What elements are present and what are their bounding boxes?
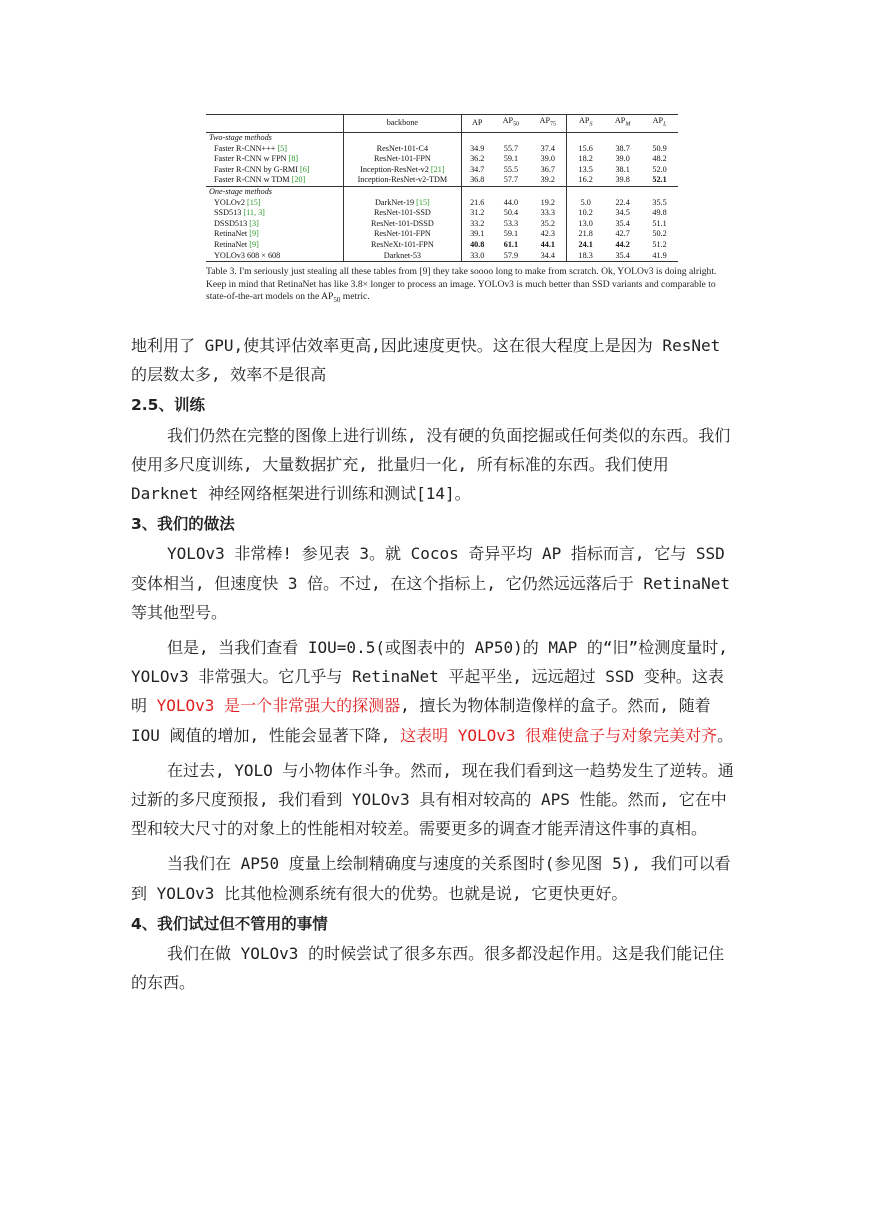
value-cell-apl: 41.9 <box>641 251 678 262</box>
group-label: One-stage methods <box>206 186 343 197</box>
value-cell-aps: 18.2 <box>567 154 604 165</box>
value-cell-ap: 31.2 <box>462 208 493 219</box>
table-row <box>206 219 678 230</box>
value-cell-apm: 38.7 <box>615 143 630 153</box>
backbone-cell: Inception-ResNet-v2 [21] <box>343 165 461 176</box>
text-span: 。 <box>717 725 734 745</box>
paragraph: YOLOv3 非常棒! 参见表 3。就 Cocos 奇异平均 AP 指标而言, 它与 SSD 变体相当, 但速度快 3 倍。不过, 在这个指标上, 它仍然远远落后于 RetinaNet 等其他型号。 <box>131 544 731 622</box>
citation-link: [11, 3] <box>243 208 265 218</box>
backbone-cell: DarkNet-19 [15] <box>343 198 461 209</box>
empty-cell <box>343 186 461 197</box>
citation-link: [21] <box>430 164 445 174</box>
paragraph: 我们仍然在完整的图像上进行训练, 没有硬的负面挖掘或任何类似的东西。我们使用多尺度训练, 大量数据扩充, 批量归一化, 所有标准的东西。我们使用 Darknet 神经网络框架进行训练和测试[14]。 <box>131 425 731 504</box>
value-cell-ap50: 55.7 <box>503 143 519 153</box>
method-cell: DSSD513 [3] <box>214 218 259 228</box>
method-cell: RetinaNet [9] <box>214 229 259 239</box>
value-cell-ap: 36.2 <box>462 154 493 165</box>
backbone-cell: ResNeXt-101-FPN <box>343 240 461 251</box>
table-row <box>206 154 678 165</box>
value-cell-apl: 48.2 <box>652 154 667 164</box>
value-cell-aps: 18.3 <box>567 251 604 262</box>
empty-cell <box>567 186 604 197</box>
table-row <box>206 229 678 240</box>
backbone-cell: ResNet-101-DSSD <box>343 219 461 230</box>
value-cell-aps: 21.8 <box>567 229 604 240</box>
empty-cell <box>604 186 641 197</box>
paragraph: 在过去, YOLO 与小物体作斗争。然而, 现在我们看到这一趋势发生了逆转。通过新的多尺度预报, 我们看到 YOLOv3 具有相对较高的 APS 性能。然而, 它在中型和较大尺寸的对象上的性能相对较差。需要更多的调查才能弄清这件事的真相。 <box>131 760 734 839</box>
backbone-cell: Inception-ResNet-v2-TDM <box>343 175 461 186</box>
value-cell-aps: 13.0 <box>567 219 604 230</box>
section-heading-2-5: 2.5、训练 <box>131 396 205 415</box>
highlight-text: YOLOv3 是一个非常强大的探测器 <box>156 696 401 716</box>
citation-link: [9] <box>249 229 259 239</box>
citation-link: [15] <box>416 197 430 207</box>
empty-cell <box>641 186 678 197</box>
backbone-cell: ResNet-101-FPN <box>343 229 461 240</box>
citation-link: [6] <box>299 164 310 174</box>
value-cell-apl: 49.8 <box>652 208 667 218</box>
value-cell-apl: 52.1 <box>652 175 667 185</box>
table-row <box>206 240 678 251</box>
value-cell-apm: 39.0 <box>615 154 630 164</box>
value-cell-ap50: 50.4 <box>503 208 519 218</box>
paragraph: 当我们在 AP50 度量上绘制精确度与速度的关系图时(参见图 5), 我们可以看到 YOLOv3 比其他检测系统有很大的优势。也就是说, 它更快更好。 <box>131 854 731 903</box>
method-cell: Faster R-CNN w FPN [8] <box>214 154 299 164</box>
value-cell-aps: 13.5 <box>567 165 604 176</box>
text-span: , 擅长为物体制造像样的盒子。然而, 随着 IOU 阈值的增加, 性能会显著下降, <box>131 696 711 745</box>
table-caption: Table 3. I'm seriously just stealing all these tables from [9] they take soooo long to make from scratch. Ok, YOLOv3 is doing alright. Keep in mind that RetinaNet has like 3.8× longer to process an image. YOLOv3 is much better than SSD variants and comparable to state-of-the-art models on the $AP_{50}$ metric. <box>206 266 717 304</box>
value-cell-apm: 22.4 <box>615 197 630 207</box>
method-cell: YOLOv3 608 × 608 <box>206 251 343 262</box>
value-cell-aps: 16.2 <box>567 175 604 186</box>
method-cell: YOLOv2 [15] <box>214 197 261 207</box>
empty-cell <box>492 186 529 197</box>
body-text <box>131 331 737 997</box>
value-cell-ap75: 39.2 <box>540 175 555 185</box>
citation-link: [9] <box>249 239 259 249</box>
header-ap: AP <box>462 115 493 133</box>
value-cell-ap75: 35.2 <box>540 218 555 228</box>
table-header-row <box>206 115 678 133</box>
value-cell-apl: 51.2 <box>652 239 667 249</box>
value-cell-ap50: 59.1 <box>503 154 519 164</box>
value-cell-ap50: 57.9 <box>492 251 529 262</box>
backbone-cell: ResNet-101-FPN <box>343 154 461 165</box>
value-cell-apm: 38.1 <box>615 164 630 174</box>
value-cell-ap: 36.8 <box>462 175 493 186</box>
header-ap50: $AP_{50}$ <box>492 115 529 133</box>
citation-link: [15] <box>246 197 261 207</box>
value-cell-ap: 33.2 <box>462 219 493 230</box>
value-cell-apm: 34.5 <box>615 208 630 218</box>
value-cell-ap75: 44.1 <box>540 239 555 249</box>
highlight-text: 这表明 YOLOv3 很难使盒子与对象完美对齐 <box>400 725 718 745</box>
value-cell-ap50: 55.5 <box>503 164 519 174</box>
value-cell-apl: 52.0 <box>652 164 667 174</box>
method-cell: RetinaNet [9] <box>214 239 259 249</box>
results-table-figure <box>206 114 736 306</box>
paragraph <box>131 633 737 750</box>
citation-link: [5] <box>277 143 287 153</box>
value-cell-ap: 34.9 <box>462 144 493 155</box>
method-cell: Faster R-CNN by G-RMI [6] <box>214 164 310 174</box>
method-cell: Faster R-CNN+++ [5] <box>214 143 287 153</box>
value-cell-aps: 24.1 <box>567 240 604 251</box>
value-cell-apl: 50.9 <box>652 143 667 153</box>
value-cell-aps: 5.0 <box>567 198 604 209</box>
table-row <box>206 251 678 262</box>
method-cell: Faster R-CNN w TDM [20] <box>214 175 306 185</box>
value-cell-apl: 35.5 <box>652 197 667 207</box>
empty-cell <box>529 186 566 197</box>
value-cell-ap: 34.7 <box>462 165 493 176</box>
value-cell-aps: 10.2 <box>567 208 604 219</box>
value-cell-apl: 51.1 <box>652 218 667 228</box>
value-cell-ap50: 57.7 <box>503 175 519 185</box>
section-heading-3: 3、我们的做法 <box>131 515 235 534</box>
header-apl: $AP_L$ <box>641 115 678 133</box>
backbone-cell: Darknet-53 <box>343 251 461 262</box>
section-heading-4: 4、我们试过但不管用的事情 <box>131 914 328 933</box>
empty-cell <box>462 186 493 197</box>
results-table <box>206 114 678 262</box>
value-cell-ap50: 61.1 <box>503 239 519 249</box>
value-cell-ap: 40.8 <box>462 240 493 251</box>
value-cell-ap: 33.0 <box>462 251 493 262</box>
subscript: 50 <box>333 295 341 304</box>
table-row <box>206 165 678 176</box>
group-label: Two-stage methods <box>209 133 272 142</box>
header-apm: $AP_M$ <box>604 115 641 133</box>
value-cell-apm: 35.4 <box>615 218 630 228</box>
value-cell-ap75: 34.4 <box>529 251 566 262</box>
table-row <box>206 144 678 155</box>
citation-link: [20] <box>291 175 306 185</box>
value-cell-ap: 39.1 <box>462 229 493 240</box>
value-cell-ap50: 59.1 <box>503 229 519 239</box>
backbone-cell: ResNet-101-C4 <box>343 144 461 155</box>
header-aps: $AP_S$ <box>567 115 604 133</box>
value-cell-ap75: 36.7 <box>540 164 555 174</box>
citation-link: [8] <box>288 154 299 164</box>
group-row-two-stage <box>206 133 678 144</box>
table-row <box>206 175 678 186</box>
value-cell-apm: 39.8 <box>615 175 630 185</box>
value-cell-apm: 42.7 <box>615 229 630 239</box>
value-cell-apl: 50.2 <box>652 229 667 239</box>
value-cell-ap50: 53.3 <box>503 218 519 228</box>
value-cell-aps: 15.6 <box>567 144 604 155</box>
paragraph: 地利用了 GPU,使其评估效率更高,因此速度更快。这在很大程度上是因为 ResNet 的层数太多, 效率不是很高 <box>131 336 721 385</box>
value-cell-ap75: 42.3 <box>540 229 555 239</box>
header-method <box>206 115 343 133</box>
citation-link: [3] <box>249 218 259 228</box>
table-row <box>206 208 678 219</box>
value-cell-ap: 21.6 <box>462 198 493 209</box>
text-span: 但是, 当我们查看 IOU=0.5(或图表中的 AP50)的 MAP 的“旧”检测度量时, YOLOv3 非常强大。它几乎与 RetinaNet 平起平坐, 远远超过 SSD 变种。这表明 <box>131 638 728 716</box>
value-cell-apm: 35.4 <box>604 251 641 262</box>
value-cell-apm: 44.2 <box>615 239 630 249</box>
value-cell-ap75: 19.2 <box>540 197 555 207</box>
header-backbone: backbone <box>343 115 461 133</box>
header-ap75: $AP_{75}$ <box>529 115 566 133</box>
value-cell-ap75: 37.4 <box>540 143 555 153</box>
method-cell: SSD513 [11, 3] <box>214 208 265 218</box>
value-cell-ap75: 33.3 <box>540 208 555 218</box>
value-cell-ap50: 44.0 <box>503 197 519 207</box>
table-row <box>206 198 678 209</box>
group-row-one-stage <box>206 186 678 197</box>
value-cell-ap75: 39.0 <box>540 154 555 164</box>
paragraph: 我们在做 YOLOv3 的时候尝试了很多东西。很多都没起作用。这是我们能记住的东西。 <box>131 944 725 993</box>
backbone-cell: ResNet-101-SSD <box>343 208 461 219</box>
